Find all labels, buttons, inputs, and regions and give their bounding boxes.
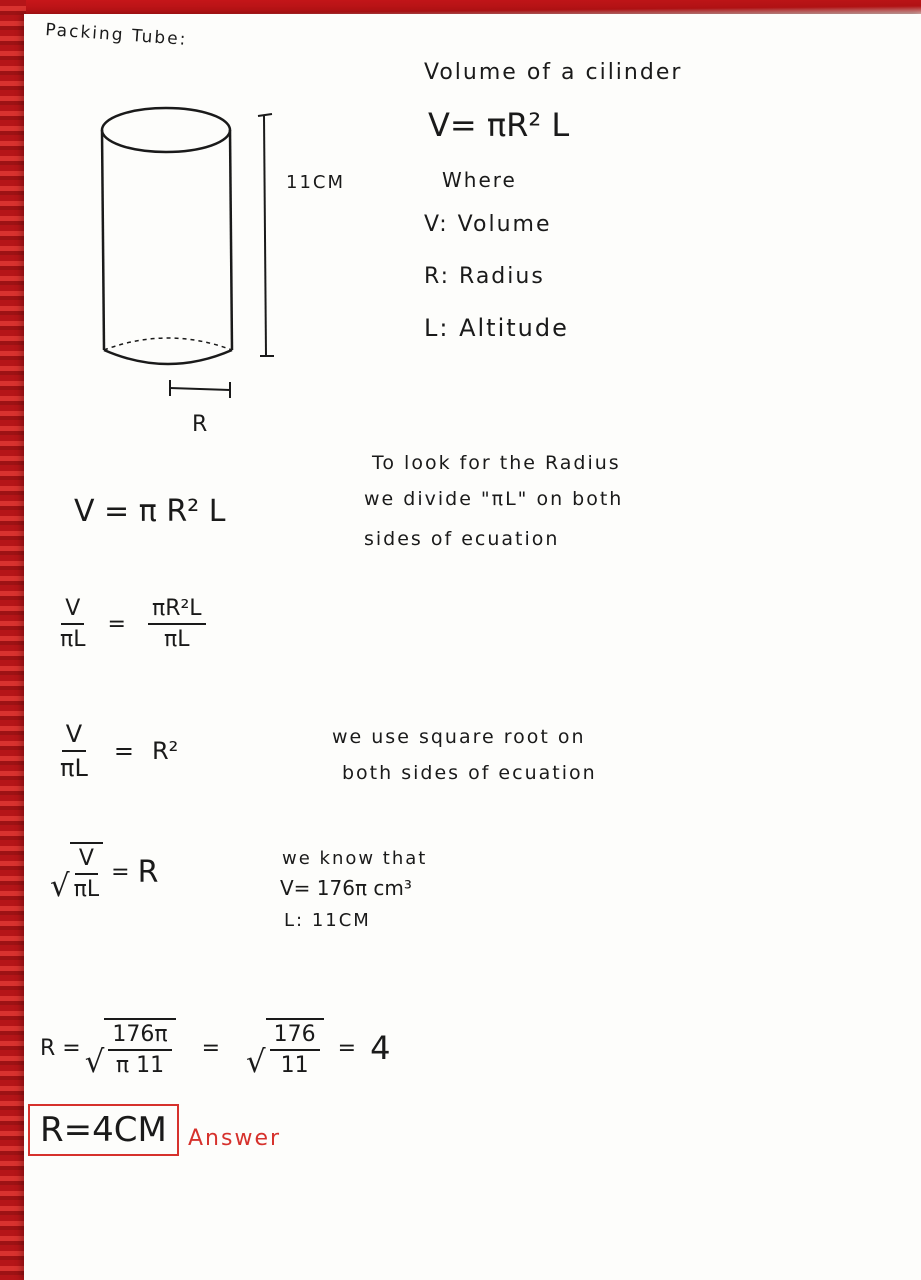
divide-instruction-line3: sides of ecuation — [364, 528, 560, 550]
final-result: 4 — [370, 1029, 391, 1067]
known-altitude: L: 11CM — [284, 910, 371, 931]
equals-sign: = — [113, 737, 134, 765]
fraction-numerator: 176π — [108, 1022, 171, 1051]
height-label: 11CM — [286, 172, 346, 193]
sqrt-instruction-line1: we use square root on — [332, 726, 586, 748]
step-3-rhs: R² — [151, 737, 179, 765]
equals-sign: = — [111, 859, 130, 885]
step-3-lhs-fraction — [60, 720, 88, 782]
final-sqrt-2 — [246, 1018, 324, 1081]
sqrt-instruction-line2: both sides of ecuation — [342, 762, 597, 784]
divide-instruction-line1: To look for the Radius — [372, 452, 621, 474]
step-4-equation — [50, 842, 159, 905]
answer-box: R=4CM — [28, 1104, 179, 1156]
red-frame-left — [0, 0, 26, 1280]
formula-heading: Volume of a cilinder — [424, 60, 683, 85]
equals-sign: = — [337, 1035, 357, 1061]
fraction-numerator: πR²L — [148, 596, 206, 625]
page-title: Packing Tube: — [44, 20, 188, 50]
known-intro: we know that — [282, 848, 428, 869]
fraction-numerator: 176 — [270, 1022, 320, 1051]
final-calculation — [40, 1018, 391, 1081]
divide-instruction-line2: we divide "πL" on both — [364, 488, 624, 510]
fraction-numerator: V — [75, 846, 98, 875]
def-radius: R: Radius — [424, 264, 545, 289]
formula-where: Where — [442, 168, 517, 192]
final-lhs: R = — [40, 1035, 81, 1061]
def-altitude: L: Altitude — [424, 314, 569, 342]
fraction-denominator: πL — [60, 754, 88, 782]
radical-sign: √ — [50, 868, 70, 905]
equals-sign: = — [107, 611, 126, 637]
answer-label: Answer — [188, 1126, 282, 1151]
fraction-denominator: π 11 — [115, 1053, 165, 1078]
paper-sheet — [24, 14, 921, 1280]
radical-sign: √ — [84, 1044, 105, 1081]
fraction-numerator: V — [62, 720, 86, 752]
fraction-numerator: V — [61, 596, 84, 625]
step-2-rhs-fraction — [148, 596, 206, 652]
equals-sign: = — [201, 1035, 221, 1061]
final-sqrt-1 — [84, 1018, 176, 1081]
fraction-denominator: 11 — [280, 1053, 309, 1078]
formula-main: V= πR² L — [428, 106, 570, 144]
step-3-equation — [52, 720, 178, 782]
fraction-denominator: πL — [60, 627, 86, 652]
step-4-sqrt — [50, 842, 103, 905]
radical-sign: √ — [246, 1044, 266, 1081]
step-2-equation — [52, 596, 214, 652]
def-volume: V: Volume — [424, 212, 552, 237]
fraction-denominator: πL — [73, 877, 100, 902]
cylinder-diagram — [84, 100, 344, 440]
step-1-equation: V = π R² L — [74, 494, 226, 529]
fraction-denominator: πL — [164, 627, 190, 652]
step-2-lhs-fraction — [60, 596, 86, 652]
radius-label: R — [192, 412, 208, 437]
step-4-rhs: R — [137, 854, 159, 890]
known-volume: V= 176π cm³ — [280, 876, 412, 900]
